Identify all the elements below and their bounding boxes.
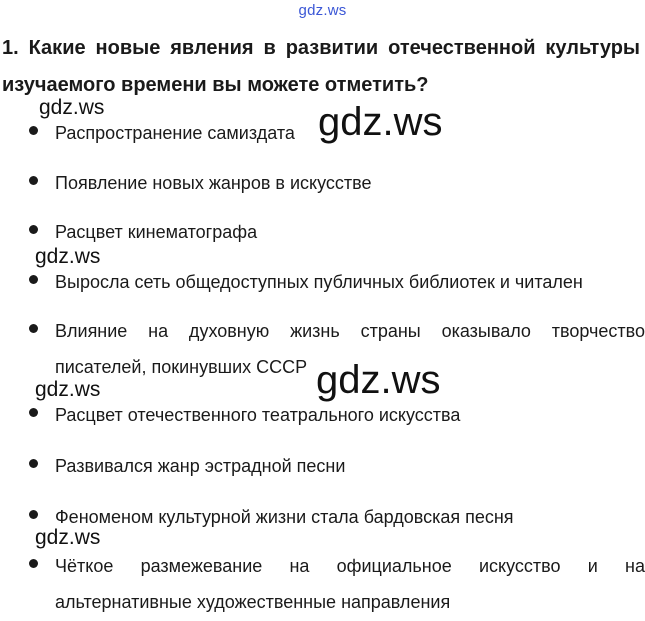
answer-text: Феноменом культурной жизни стала бардовская песня — [55, 507, 514, 527]
bullet-icon — [29, 559, 38, 568]
bullet-icon — [29, 459, 38, 468]
watermark: gdz.ws — [35, 245, 101, 268]
bullet-icon — [29, 510, 38, 519]
answer-text: Чёткое размежевание на официальное искусство и на альтернативные художественные направления — [55, 556, 645, 612]
bullet-icon — [29, 225, 38, 234]
answer-text: Развивался жанр эстрадной песни — [55, 456, 346, 476]
bullet-icon — [29, 176, 38, 185]
bullet-icon — [29, 408, 38, 417]
answer-text: Появление новых жанров в искусстве — [55, 173, 372, 193]
answer-text: Влияние на духовную жизнь страны оказывало творчество писателей, покинувших СССР — [55, 321, 645, 377]
answer-text: Выросла сеть общедоступных публичных библиотек и читален — [55, 272, 583, 292]
question-heading: 1. Какие новые явления в развитии отечественной культуры изучаемого времени вы можете отметить? — [2, 37, 640, 96]
watermark: gdz.ws — [35, 378, 101, 401]
bullet-icon — [29, 126, 38, 135]
bullet-icon — [29, 324, 38, 333]
answer-text: Расцвет отечественного театрального искусства — [55, 405, 461, 425]
answer-text: Расцвет кинематографа — [55, 222, 258, 242]
watermark: gdz.ws — [35, 526, 101, 549]
answer-text: Распространение самиздата — [55, 123, 295, 143]
watermark-large: gdz.ws — [316, 358, 441, 402]
watermark-large: gdz.ws — [318, 100, 443, 144]
bullet-icon — [29, 275, 38, 284]
watermark: gdz.ws — [39, 96, 105, 119]
top-watermark: gdz.ws — [298, 2, 347, 19]
